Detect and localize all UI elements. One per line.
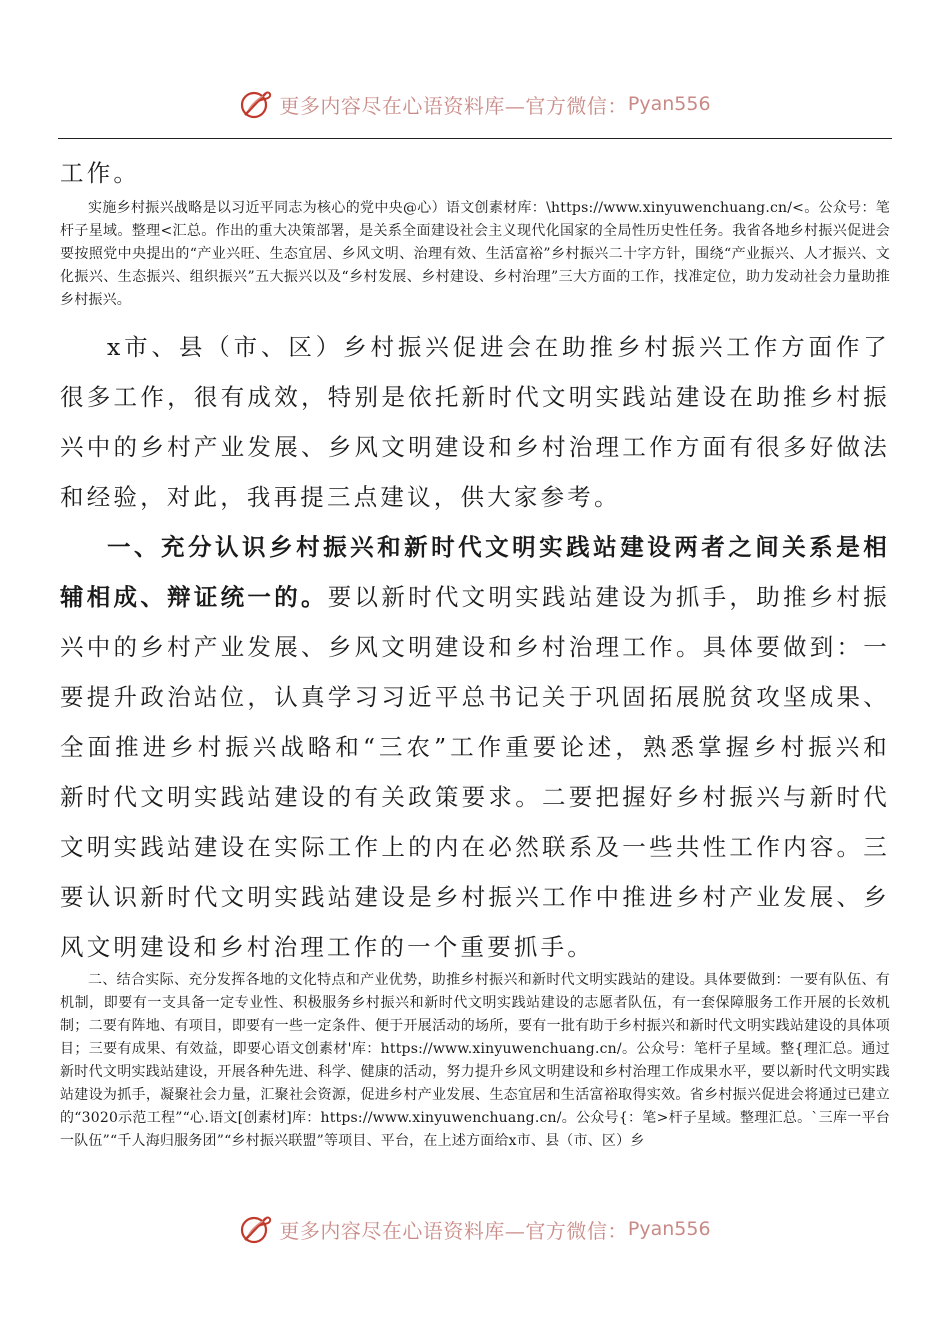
quill-logo-icon [239,87,273,121]
banner-text: 更多内容尽在心语资料库—官方微信： [279,1218,628,1243]
point-one-heading: 一、充分认识乡村振兴和新时代文明实践站建设两者之间关系是相辅相成、辩证统一的。 [60,533,890,611]
paragraph-point-two: 二、结合实际、充分发挥各地的文化特点和产业优势，助推乡村振兴和新时代文明实践站的建设。具体要做到：一要有队伍、有机制，即要有一支具备一定专业性、积极服务乡村振兴和新时代文明实践站建设的志愿者队伍，有一套保障服务工作开展的长效机制；二要有阵地、有项目，即要有一些一定条件、便于开展活动的场所，要有一批有助于乡村振兴和新时代文明实践站建设的具体项目；三要有成果、有效益，即要心语文创素材'库：https://www.xinyuwenchuang.cn/。公众号：笔杆子星域。整{理汇总。通过新时代文明实践站建设，开展各种先进、科学、健康的活动，努力提升乡风文明建设和乡村治理工作成果水平，要以新时代文明实践站建设为抓手，凝聚社会力量，汇聚社会资源，促进乡村产业发展、生态宜居和生活富裕取得实效。省乡村振兴促进会将通过已建立的“3020示范工程”“心.语文[创素材]库：https://www.xinyuwenchuang.cn/。公众号{：笔>杆子星域。整理汇总。`三库一平台一队伍”“千人海归服务团”“乡村振兴联盟”等项目、平台，在上述方面给x市、县（市、区）乡 [60,972,890,1149]
paragraph-recommendation-intro: x市、县（市、区）乡村振兴促进会在助推乡村振兴工作方面作了很多工作，很有成效，特别是依托新时代文明实践站建设在助推乡村振兴中的乡村产业发展、乡风文明建设和乡村治理工作方面有很多好做法和经验，对此，我再提三点建议，供大家参考。 [60,333,890,511]
continuation-line: 工作。 [60,159,141,187]
quill-logo-icon [239,1212,273,1246]
banner-wechat-id: Pyan556 [627,1218,711,1240]
banner-wechat-id: Pyan556 [627,93,711,115]
paragraph-intro: 实施乡村振兴战略是以习近平同志为核心的党中央@心）语文创素材库：\https://www.xinyuwenchuang.cn/<。公众号：笔杆子星域。整理<汇总。作出的重大决策部署，是关系全面建设社会主义现代化国家的全局性历史性任务。我省各地乡村振兴促进会要按照党中央提出的“产业兴旺、生态宜居、乡风文明、治理有效、生活富裕”乡村振兴二十字方针，围绕“产业振兴、人才振兴、文化振兴、生态振兴、组织振兴”五大振兴以及“乡村发展、乡村建设、乡村治理”三大方面的工作，找准定位，助力发动社会力量助推乡村振兴。 [60,200,890,308]
point-one-body: 要以新时代文明实践站建设为抓手，助推乡村振兴中的乡村产业发展、乡风文明建设和乡村治理工作。具体要做到：一要提升政治站位，认真学习习近平总书记关于巩固拓展脱贫攻坚成果、全面推进乡村振兴战略和“三农”工作重要论述，熟悉掌握乡村振兴和新时代文明实践站建设的有关政策要求。二要把握好乡村振兴与新时代文明实践站建设在实际工作上的内在必然联系及一些共性工作内容。三要认识新时代文明实践站建设是乡村振兴工作中推进乡村产业发展、乡风文明建设和乡村治理工作的一个重要抓手。 [60,583,890,961]
bottom-watermark-banner [0,1209,950,1249]
banner-text: 更多内容尽在心语资料库—官方微信： [279,93,628,118]
top-watermark-banner [0,84,950,124]
header-divider [58,138,892,139]
paragraph-point-one [60,522,890,972]
